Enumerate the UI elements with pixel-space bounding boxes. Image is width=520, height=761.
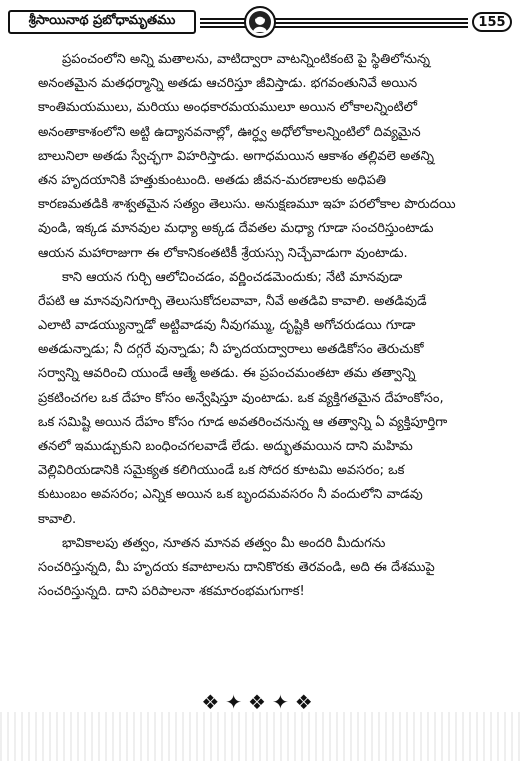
header-rule bbox=[200, 18, 468, 20]
text-line: కారణమతడికి శాశ్వతమైన సత్యం తెలుసు. అనుక్షణమూ ఇహ పరలోకాల పొరుదయి bbox=[38, 197, 456, 213]
text-line: తన హృదయానికి హత్తుకుంటుంది. అతడు జీవన-మరణాలకు అధిపతి bbox=[38, 172, 387, 188]
saint-portrait-icon bbox=[244, 6, 276, 38]
text-line: కుటుంబం అవసరం; ఎన్నిక అయిన ఒక బృందమవసరం నీ వందులోని వాడవు bbox=[38, 487, 423, 503]
text-line: ఎలాటి వాడయ్యున్నాడో అట్టివాడవు నీవుగమ్ము, దృష్టికి అగోచరుడయి గూడా bbox=[38, 318, 416, 334]
text-line: వుండి, ఇక్కడ మానవుల మధ్యా అక్కడ దేవతల మధ్యా గూడా సంచరిస్తుంటాడు bbox=[38, 221, 434, 237]
text-line: ఒక సమిష్టి అయిన దేహం కోసం గూడ అవతరించనున్న ఆ తత్వాన్ని ఏ వ్యక్తిపూర్తిగా bbox=[38, 414, 448, 430]
text-line: అతడున్నాడు; నీ దగ్గరే వున్నాడు; నీ హృదయద్వారాలు అతడికోసం తెరుచుకో bbox=[38, 342, 424, 358]
header-rule bbox=[200, 22, 468, 24]
text-line: సర్వాన్ని ఆవరించి యుండే ఆత్మే అతడు. ఈ ప్రపంచమంతటా తమ తత్వాన్ని bbox=[38, 366, 416, 382]
paragraph bbox=[38, 266, 512, 532]
page-header bbox=[8, 6, 512, 40]
running-title: శ్రీసాయినాథ ప్రబోధామృతము bbox=[8, 10, 196, 34]
text-line: భావికాలపు తత్వం, నూతన మానవ తత్వం మీ అందరి మీదుగను bbox=[62, 535, 386, 551]
text-line: సంచరిస్తున్నది, మీ హృదయ కవాటాలను దానికొరకు తెరవండి, అది ఈ దేశముపై bbox=[38, 559, 435, 575]
text-line: తనలో ఇముడ్చుకుని బంధించగలవాడే లేడు. అద్భుతమయిన దాని మహిమ bbox=[38, 439, 413, 454]
text-line: వెల్లివిరియడానికి సమైక్యత కలిగియుండే ఒక సోదర కూటమి అవసరం; ఒక bbox=[38, 463, 405, 479]
page-body bbox=[38, 48, 512, 604]
text-line: కాని ఆయన గుర్చి ఆలోచించడం, వర్ణించడమెందుకు; నేటి మానవుడా bbox=[62, 269, 403, 285]
text-line: రేపటి ఆ మానవునిగూర్చి తెలుసుకోదలవావా, నీవే అతడివి కావాలి. అతడివుడే bbox=[38, 293, 427, 309]
text-line: ఆయన మహారాజుగా ఈ లోకానికంతటికీ శ్రేయస్సు నిచ్చేవాడుగా వుంటాడు. bbox=[38, 245, 408, 261]
text-line: సంచరిస్తున్నది. దాని పరిపాలనా శకమారంభమగుగాక! bbox=[38, 584, 305, 600]
text-line: కావాలి. bbox=[38, 511, 77, 527]
paragraph bbox=[38, 48, 512, 266]
text-line: ప్రకటించగల ఒక దేహం కోసం అన్వేషిస్తూ వుంటాడు. ఒక వ్యక్తిగతమైన దేహంకోసం, bbox=[38, 390, 444, 406]
text-line: బాలునిలా అతడు స్వేచ్ఛగా విహరిస్తాడు. అగాధమయిన ఆకాశం తల్లివలె అతన్ని bbox=[38, 148, 435, 164]
text-line: ప్రపంచంలోని అన్ని మతాలను, వాటిద్వారా వాటన్నింటికంటె పై స్థితిలోనున్న bbox=[62, 52, 430, 67]
text-line: కాంతిమయములు, మరియు అంధకారమయములూ అయిన లోకాలన్నింటిలో bbox=[38, 100, 417, 116]
page-number: 155 bbox=[472, 12, 512, 32]
text-line: అనంతాకాశంలోని అట్టి ఉద్యానవనాల్లో, ఊర్ధ్వ అధోలోకాలన్నింటిలో దివ్యమైన bbox=[38, 124, 421, 140]
header-rule bbox=[200, 26, 468, 28]
text-line: అనంతమైన మతధర్మాన్ని అతడు ఆచరిస్తూ జీవిస్తాడు. భగవంతునివే అయిన bbox=[38, 76, 418, 92]
paragraph bbox=[38, 532, 512, 605]
section-ornament: ❖✦❖✦❖ bbox=[201, 690, 319, 714]
show-through-texture bbox=[0, 712, 520, 761]
